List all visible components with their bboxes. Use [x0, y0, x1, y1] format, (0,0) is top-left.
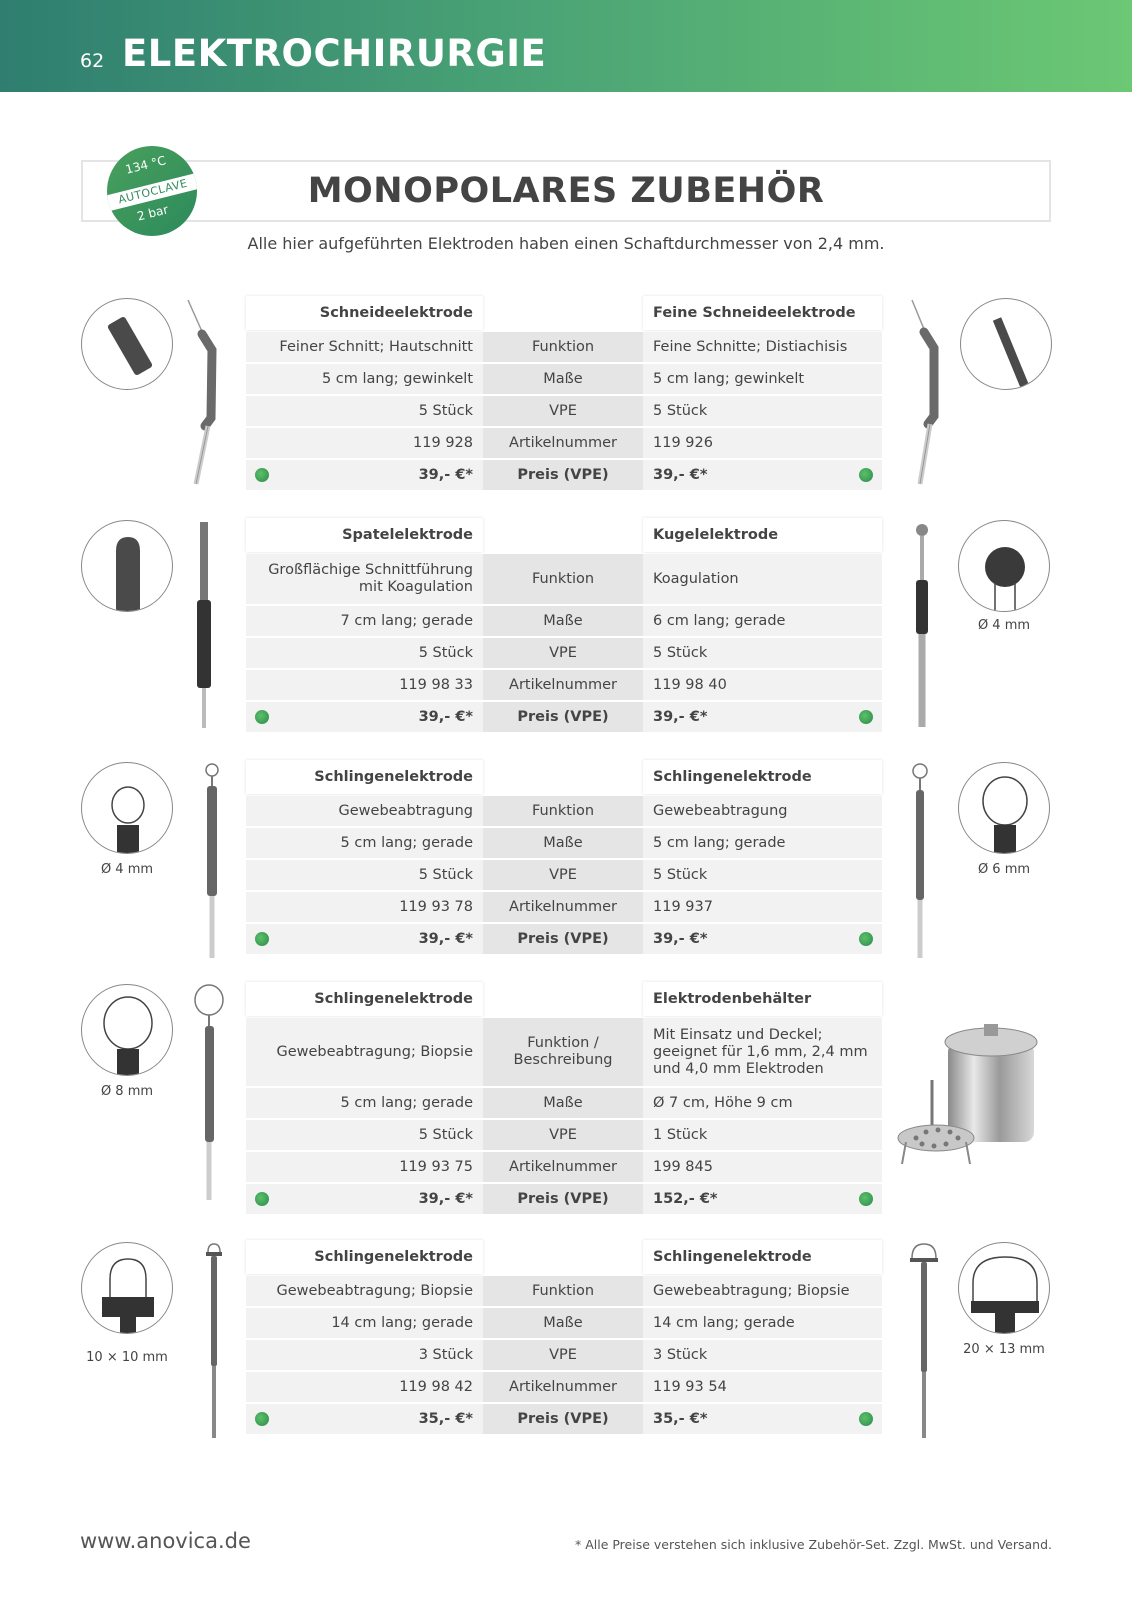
- row-label: Artikelnummer: [483, 1152, 643, 1182]
- product-name-right: Feine Schneideelektrode: [643, 296, 882, 330]
- title-box: [81, 160, 1051, 222]
- product-name-left: Spatelelektrode: [246, 518, 483, 552]
- row-label: Preis (VPE): [483, 460, 643, 490]
- price-row: [246, 1184, 882, 1216]
- dimensions-right: 5 cm lang; gewinkelt: [643, 364, 882, 394]
- table-header-row: [246, 518, 882, 554]
- price-left: 39,- €*: [418, 467, 473, 483]
- tip-size-label: Ø 4 mm: [100, 862, 154, 877]
- tip-detail-icon: [81, 298, 173, 390]
- price-right: 152,- €*: [653, 1191, 718, 1207]
- row-label: VPE: [483, 396, 643, 426]
- price-right: 39,- €*: [653, 467, 708, 483]
- table-row: [246, 1340, 882, 1372]
- tip-size-label: 20 × 13 mm: [963, 1342, 1045, 1357]
- price-row: [246, 924, 882, 956]
- table-row: [246, 606, 882, 638]
- table-row: [246, 892, 882, 924]
- table-row: [246, 638, 882, 670]
- tip-detail-icon: [958, 520, 1050, 612]
- table-row: [246, 796, 882, 828]
- article-right: 199 845: [643, 1152, 882, 1182]
- packaging-right: 5 Stück: [643, 396, 882, 426]
- availability-dot-icon: [859, 710, 873, 724]
- badge-temperature: 134 °C: [123, 153, 168, 177]
- dimensions-left: 7 cm lang; gerade: [246, 606, 483, 636]
- product-block-5: [246, 1240, 882, 1436]
- price-left: 35,- €*: [418, 1411, 473, 1427]
- badge-label: AUTOCLAVE: [107, 172, 197, 213]
- product-name-right: Schlingenelektrode: [643, 1240, 882, 1274]
- ball-electrode-icon: [910, 522, 934, 732]
- row-label: Maße: [483, 1308, 643, 1338]
- packaging-right: 5 Stück: [643, 638, 882, 668]
- packaging-left: 5 Stück: [246, 638, 483, 668]
- table-header-row: [246, 1240, 882, 1276]
- function-right: Koagulation: [643, 554, 882, 604]
- product-name-left: Schneideelektrode: [246, 296, 483, 330]
- page-number: 62: [80, 50, 105, 72]
- availability-dot-icon: [255, 710, 269, 724]
- function-left: Gewebeabtragung; Biopsie: [246, 1018, 483, 1086]
- article-left: 119 93 78: [246, 892, 483, 922]
- article-right: 119 98 40: [643, 670, 882, 700]
- row-label: Artikelnummer: [483, 670, 643, 700]
- table-header-row: [246, 296, 882, 332]
- row-label: Preis (VPE): [483, 1404, 643, 1434]
- product-name-left: Schlingenelektrode: [246, 1240, 483, 1274]
- product-name-left: Schlingenelektrode: [246, 760, 483, 794]
- product-name-right: Schlingenelektrode: [643, 760, 882, 794]
- price-row: [246, 702, 882, 734]
- price-footnote: * Alle Preise verstehen sich inklusive Zubehör-Set. Zzgl. MwSt. und Versand.: [574, 1537, 1052, 1552]
- function-right: Mit Einsatz und Deckel; geeignet für 1,6 mm, 2,4 mm und 4,0 mm Elektroden: [643, 1018, 882, 1086]
- dimensions-left: 5 cm lang; gerade: [246, 1088, 483, 1118]
- loop-electrode-icon: [200, 762, 224, 962]
- function-left: Gewebeabtragung: [246, 796, 483, 826]
- row-label: Artikelnummer: [483, 892, 643, 922]
- row-label: VPE: [483, 1340, 643, 1370]
- row-label: VPE: [483, 1120, 643, 1150]
- tip-detail-icon: [81, 762, 173, 854]
- tip-detail-icon: [960, 298, 1052, 390]
- price-row: [246, 1404, 882, 1436]
- table-row: [246, 332, 882, 364]
- square-loop-electrode-icon: [202, 1242, 226, 1442]
- table-row: [246, 1152, 882, 1184]
- availability-dot-icon: [859, 1412, 873, 1426]
- dimensions-left: 14 cm lang; gerade: [246, 1308, 483, 1338]
- availability-dot-icon: [255, 468, 269, 482]
- price-right: 35,- €*: [653, 1411, 708, 1427]
- row-label: Artikelnummer: [483, 1372, 643, 1402]
- availability-dot-icon: [859, 1192, 873, 1206]
- dimensions-left: 5 cm lang; gerade: [246, 828, 483, 858]
- packaging-right: 5 Stück: [643, 860, 882, 890]
- loop-electrode-icon: [192, 984, 226, 1204]
- table-row: [246, 364, 882, 396]
- article-left: 119 98 42: [246, 1372, 483, 1402]
- website-link[interactable]: www.anovica.de: [80, 1529, 251, 1553]
- fine-cutting-electrode-icon: [904, 298, 954, 488]
- table-row: [246, 670, 882, 702]
- price-right: 39,- €*: [653, 709, 708, 725]
- function-right: Gewebeabtragung; Biopsie: [643, 1276, 882, 1306]
- table-row: [246, 860, 882, 892]
- row-label: VPE: [483, 638, 643, 668]
- section-title: ELEKTROCHIRURGIE: [122, 32, 547, 75]
- packaging-left: 5 Stück: [246, 860, 483, 890]
- price-right: 39,- €*: [653, 931, 708, 947]
- function-left: Großflächige Schnittführung mit Koagulation: [246, 554, 483, 604]
- table-header-row: [246, 982, 882, 1018]
- table-row: [246, 554, 882, 606]
- packaging-right: 3 Stück: [643, 1340, 882, 1370]
- table-row: [246, 428, 882, 460]
- cutting-electrode-icon: [180, 298, 230, 488]
- loop-electrode-icon: [908, 762, 932, 962]
- packaging-right: 1 Stück: [643, 1120, 882, 1150]
- dimensions-right: 14 cm lang; gerade: [643, 1308, 882, 1338]
- tip-size-label: 10 × 10 mm: [86, 1350, 168, 1365]
- row-label: Funktion / Beschreibung: [483, 1018, 643, 1086]
- article-right: 119 937: [643, 892, 882, 922]
- tip-size-label: Ø 6 mm: [977, 862, 1031, 877]
- function-left: Gewebeabtragung; Biopsie: [246, 1276, 483, 1306]
- table-row: [246, 1088, 882, 1120]
- product-name-right: Kugelelektrode: [643, 518, 882, 552]
- row-label: Maße: [483, 606, 643, 636]
- function-left: Feiner Schnitt; Hautschnitt: [246, 332, 483, 362]
- dimensions-right: Ø 7 cm, Höhe 9 cm: [643, 1088, 882, 1118]
- availability-dot-icon: [859, 932, 873, 946]
- packaging-left: 5 Stück: [246, 1120, 483, 1150]
- table-row: [246, 1018, 882, 1088]
- square-loop-electrode-icon: [908, 1242, 940, 1442]
- packaging-left: 5 Stück: [246, 396, 483, 426]
- row-label: Preis (VPE): [483, 702, 643, 732]
- row-label: Funktion: [483, 796, 643, 826]
- function-right: Feine Schnitte; Distiachisis: [643, 332, 882, 362]
- table-row: [246, 1372, 882, 1404]
- row-label: Preis (VPE): [483, 1184, 643, 1214]
- availability-dot-icon: [255, 932, 269, 946]
- tip-detail-icon: [81, 1242, 173, 1334]
- page-title: MONOPOLARES ZUBEHÖR: [307, 171, 825, 211]
- product-block-3: [246, 760, 882, 956]
- table-row: [246, 396, 882, 428]
- table-header-row: [246, 760, 882, 796]
- tip-detail-icon: [81, 984, 173, 1076]
- product-block-4: [246, 982, 882, 1216]
- availability-dot-icon: [255, 1192, 269, 1206]
- product-block-2: [246, 518, 882, 734]
- row-label: Funktion: [483, 1276, 643, 1306]
- article-left: 119 93 75: [246, 1152, 483, 1182]
- packaging-left: 3 Stück: [246, 1340, 483, 1370]
- spatula-electrode-icon: [192, 520, 216, 730]
- article-left: 119 98 33: [246, 670, 483, 700]
- row-label: VPE: [483, 860, 643, 890]
- table-row: [246, 828, 882, 860]
- article-left: 119 928: [246, 428, 483, 458]
- tip-size-label: Ø 4 mm: [977, 618, 1031, 633]
- function-right: Gewebeabtragung: [643, 796, 882, 826]
- row-label: Maße: [483, 828, 643, 858]
- availability-dot-icon: [255, 1412, 269, 1426]
- row-label: Artikelnummer: [483, 428, 643, 458]
- tip-detail-icon: [958, 762, 1050, 854]
- price-left: 39,- €*: [418, 709, 473, 725]
- tip-detail-icon: [81, 520, 173, 612]
- dimensions-left: 5 cm lang; gewinkelt: [246, 364, 483, 394]
- article-right: 119 93 54: [643, 1372, 882, 1402]
- autoclave-badge: [107, 146, 197, 236]
- price-row: [246, 460, 882, 492]
- product-block-1: [246, 296, 882, 492]
- table-row: [246, 1276, 882, 1308]
- tip-detail-icon: [958, 1242, 1050, 1334]
- tip-size-label: Ø 8 mm: [100, 1084, 154, 1099]
- table-row: [246, 1308, 882, 1340]
- product-name-right: Elektrodenbehälter: [643, 982, 882, 1016]
- product-name-left: Schlingenelektrode: [246, 982, 483, 1016]
- price-left: 39,- €*: [418, 1191, 473, 1207]
- electrode-container-icon: [896, 1020, 1046, 1180]
- dimensions-right: 6 cm lang; gerade: [643, 606, 882, 636]
- badge-pressure: 2 bar: [135, 202, 170, 224]
- availability-dot-icon: [859, 468, 873, 482]
- row-label: Funktion: [483, 554, 643, 604]
- header-band: [0, 0, 1132, 92]
- article-right: 119 926: [643, 428, 882, 458]
- table-row: [246, 1120, 882, 1152]
- dimensions-right: 5 cm lang; gerade: [643, 828, 882, 858]
- subtitle: Alle hier aufgeführten Elektroden haben einen Schaftdurchmesser von 2,4 mm.: [247, 234, 885, 253]
- row-label: Funktion: [483, 332, 643, 362]
- row-label: Maße: [483, 364, 643, 394]
- row-label: Preis (VPE): [483, 924, 643, 954]
- row-label: Maße: [483, 1088, 643, 1118]
- price-left: 39,- €*: [418, 931, 473, 947]
